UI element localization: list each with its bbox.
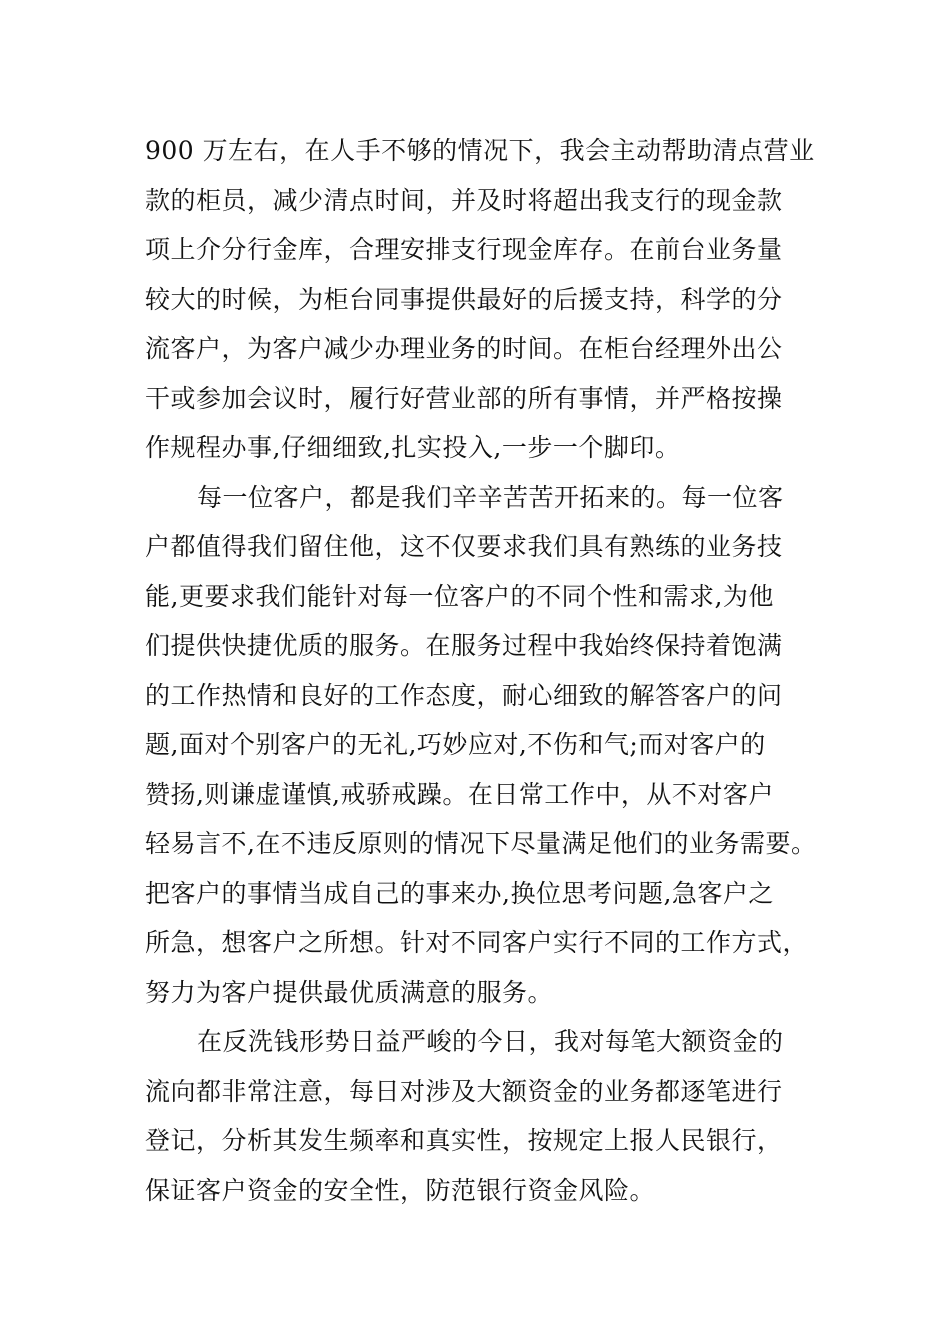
text-line: 较大的时候，为柜台同事提供最好的后援支持，科学的分	[145, 284, 783, 314]
text-line: 干或参加会议时，履行好营业部的所有事情，并严格按操	[145, 383, 783, 413]
text-line: 户都值得我们留住他，这不仅要求我们具有熟练的业务技	[145, 532, 783, 561]
text-line: 登记，分析其发生频率和真实性，按规定上报人民银行，	[145, 1126, 783, 1155]
text-line: 所急，想客户之所想。针对不同客户实行不同的工作方式，	[145, 928, 809, 957]
text-line: 努力为客户提供最优质满意的服务。	[145, 977, 554, 1007]
text-line: 项上介分行金库，合理安排支行现金库存。在前台业务量	[145, 235, 783, 264]
text-line: 900 万左右，在人手不够的情况下，我会主动帮助清点营业	[145, 136, 815, 165]
paragraph-first-line: 在反洗钱形势日益严峻的今日，我对每笔大额资金的	[197, 1027, 784, 1056]
text-line: 题,面对个别客户的无礼,巧妙应对,不伤和气;而对客户的	[145, 730, 766, 759]
text-line: 流向都非常注意，每日对涉及大额资金的业务都逐笔进行	[145, 1076, 783, 1106]
paragraph-first-line: 每一位客户，都是我们辛辛苦苦开拓来的。每一位客	[197, 482, 784, 512]
text-line: 把客户的事情当成自己的事来办,换位思考问题,急客户之	[145, 878, 774, 908]
text-line: 流客户，为客户减少办理业务的时间。在柜台经理外出公	[145, 334, 783, 363]
text-line: 能,更要求我们能针对每一位客户的不同个性和需求,为他	[145, 581, 774, 611]
text-line: 赞扬,则谦虚谨慎,戒骄戒躁。在日常工作中，从不对客户	[145, 779, 774, 809]
text-line: 作规程办事,仔细细致,扎实投入,一步一个脚印。	[145, 433, 681, 462]
document-body	[145, 126, 825, 1215]
text-line: 轻易言不,在不违反原则的情况下尽量满足他们的业务需要。	[145, 829, 817, 858]
text-line: 们提供快捷优质的服务。在服务过程中我始终保持着饱满	[145, 631, 783, 660]
text-line: 保证客户资金的安全性，防范银行资金风险。	[145, 1175, 656, 1205]
text-line: 款的柜员，减少清点时间，并及时将超出我支行的现金款	[145, 185, 783, 215]
text-line: 的工作热情和良好的工作态度，耐心细致的解答客户的问	[145, 680, 783, 710]
